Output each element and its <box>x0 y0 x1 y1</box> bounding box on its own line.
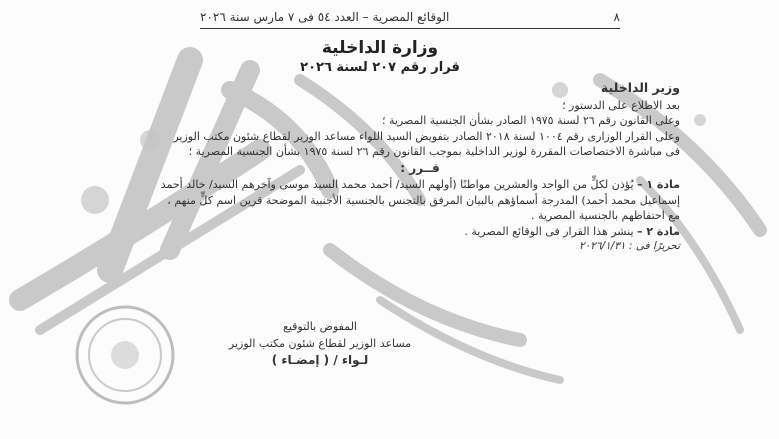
decided-label: قــرر : <box>400 160 440 175</box>
sign-title: المفوض بالتوقيع <box>282 320 357 333</box>
dated-line: تحريرًا فى : ٢٠٢٦/١/٣١ <box>578 240 680 252</box>
signature-block <box>150 318 490 369</box>
article-2-title: مادة ٢ – <box>637 224 680 238</box>
preamble-line: وعلى القانون رقم ٢٦ لسنة ١٩٧٥ الصادر بشأن الجنسية المصرية ؛ <box>381 114 680 127</box>
journal-header <box>200 6 620 28</box>
preamble-line: بعد الاطلاع على الدستور ؛ <box>562 98 680 112</box>
decree-body <box>160 80 680 255</box>
sign-name: لـواء / ( إمضـاء ) <box>271 353 369 367</box>
minister-heading: وزير الداخلية <box>600 80 680 95</box>
header-divider <box>200 28 620 29</box>
preamble-line: وعلى القرار الوزارى رقم ١٠٠٤ لسنة ٢٠١٨ الصادر بتفويض السيد اللواء مساعد الوزير لقطاع شئون مكتب الوزير فى مباشرة الاختصاصات المقررة لوزير الداخلية بموجب القانون رقم ٢٦ لسنة ١٩٧٥ بشأن الجنسية المصرية ؛ <box>173 129 680 158</box>
article-2 <box>160 224 680 240</box>
article-1 <box>160 177 680 224</box>
journal-info: الوقائع المصرية – العدد ٥٤ فى ٧ مارس سنة ٢٠٢٦ <box>200 10 450 24</box>
article-1-text: يُؤذن لكلٍّ من الواحد والعشرين مواطنًا (أولهم السيد/ أحمد محمد السيد موسى وآخرهم السيد/ خالد أحمد إسماعيل محمد أحمد) المدرجة أسماؤهم بالبيان المرفق بالتجنس بالجنسية الأجنبية الموضحة قرين اسم كلٍّ منهم ، مع احتفاظهم بالجنسية المصرية . <box>160 178 680 222</box>
page-number: ٨ <box>613 10 620 24</box>
ministry-title: وزارة الداخلية <box>321 38 439 58</box>
article-1-title: مادة ١ – <box>637 178 680 191</box>
article-2-text: ينشر هذا القرار فى الوقائع المصرية . <box>464 224 634 238</box>
decree-title: قرار رقم ٢٠٧ لسنة ٢٠٢٦ <box>300 60 460 75</box>
sign-role: مساعد الوزير لقطاع شئون مكتب الوزير <box>228 337 412 350</box>
